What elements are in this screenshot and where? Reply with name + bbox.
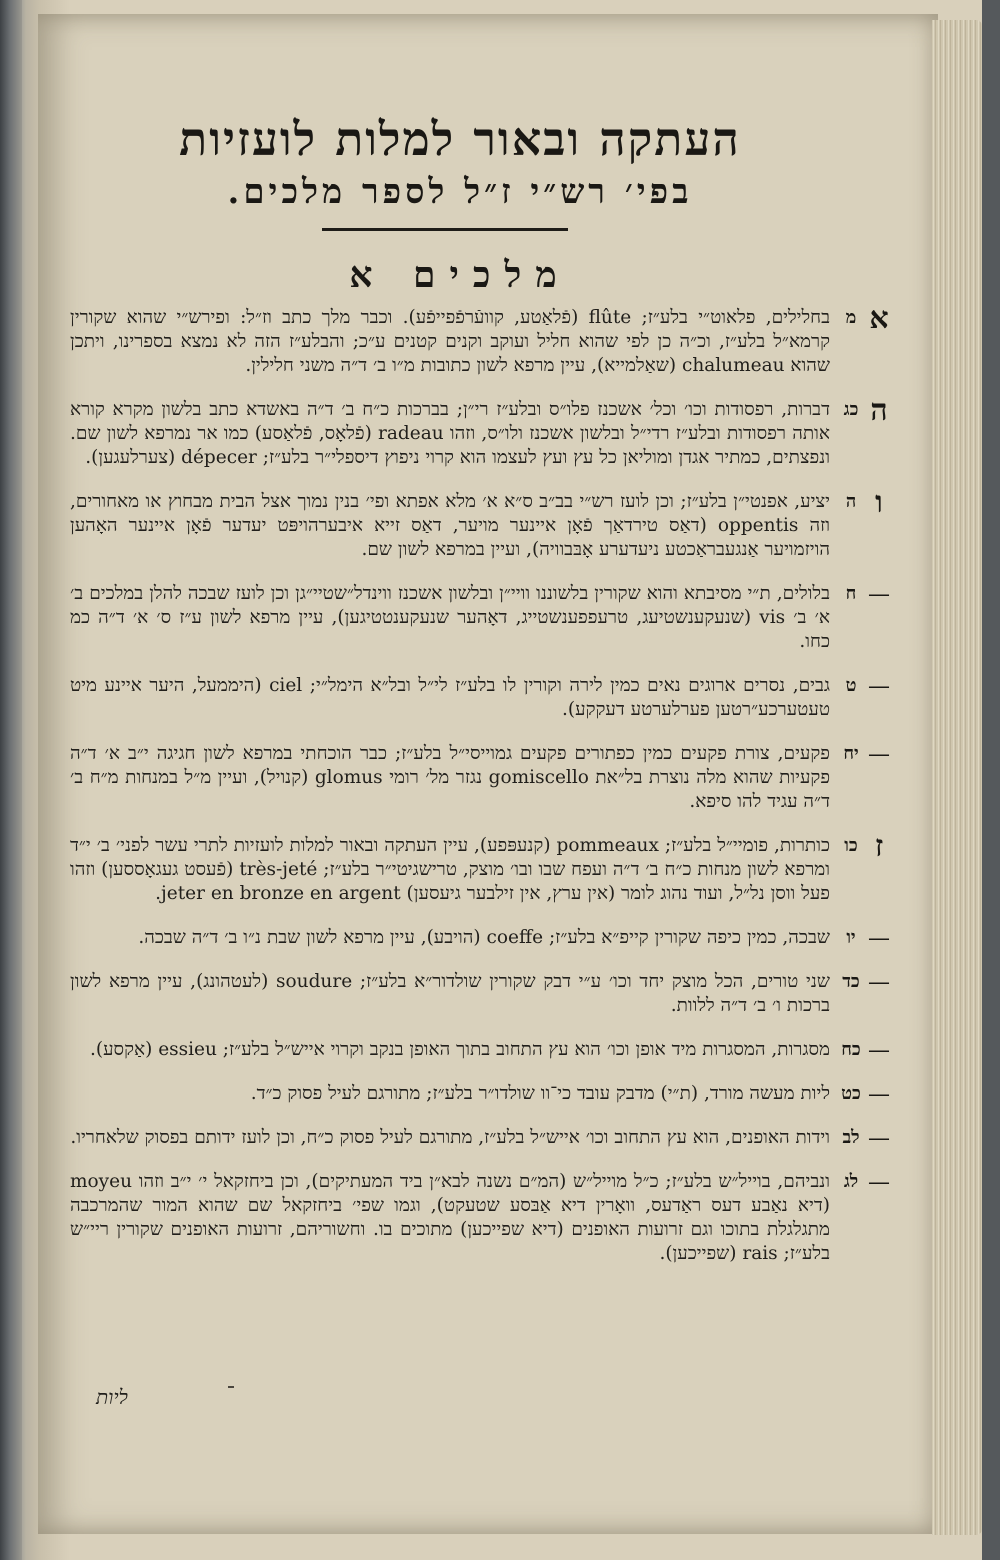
verse-number: ה bbox=[845, 491, 857, 512]
book-binding bbox=[0, 0, 22, 1560]
page-mark bbox=[228, 1386, 234, 1388]
glossary-entry bbox=[70, 674, 890, 722]
entry-text: יציע, אפנטי״ן בלע״ז; וכן לועז רש״י בב״ב ס״א א׳ מלא אפתא ופי׳ בנין נמוך אצל הבית מבחוץ או מאחורים, וזה oppentis (דאַס טירדאַך פֿאָן איינער מויער, דאַס זייא איבערהויפּט יעדער פֿאָן איינער האָהען הויזמויער אַנגעבראַכטע ניעדערע אָבּבוויה), ועיין במרפא לשון שם. bbox=[70, 491, 830, 560]
title-divider bbox=[322, 228, 568, 231]
glossary-entry bbox=[70, 926, 890, 951]
chapter-number: — bbox=[868, 582, 890, 607]
catchword: ליות bbox=[96, 1385, 128, 1409]
glossary-entry bbox=[70, 582, 890, 654]
verse-number: לג bbox=[843, 1171, 859, 1192]
glossary-entry bbox=[70, 485, 883, 562]
glossary-entry bbox=[70, 1170, 890, 1266]
entry-text: ליות מעשה מורד, (ת״י) מדבק עובד כי־וו שולדו״ר בלע״ז; מתורגם לעיל פסוק כ״ד. bbox=[250, 1083, 830, 1104]
chapter-number: — bbox=[868, 1170, 890, 1195]
chapter-number: ה bbox=[870, 393, 888, 428]
glossary-entry bbox=[70, 970, 890, 1018]
verse-number: כד bbox=[842, 971, 860, 992]
glossary-entry bbox=[70, 1038, 890, 1063]
verse-number: מ bbox=[845, 307, 857, 328]
chapter-number: — bbox=[868, 674, 890, 699]
page-title: העתקה ובאור למלות לועזיות bbox=[179, 112, 741, 166]
page-edges bbox=[932, 20, 982, 1535]
chapter-number: ו bbox=[875, 485, 883, 520]
glossary-entry bbox=[70, 1082, 890, 1107]
entry-text: וידות האופנים, הוא עץ התחוב וכו׳ אייש״ל בלע״ז, מתורגם לעיל פסוק כ״ח, וכן לועז ידותם בפסוק שלאחריו. bbox=[70, 1127, 830, 1148]
verse-number: ט bbox=[845, 675, 857, 696]
entry-text: כותרות, פומיי״ל בלע״ז; pommeaux (קנעפּפע), עיין העתקה ובאור למלות לועזיות לתרי עשר לפני׳ ב׳ י״ד ומרפא לשון מנחות כ״ח ב׳ ד״ה ועפח שבו ובו׳ מוצק, טרישגיטי״ר בלע״ז; très-jeté (פֿעסט געגאָססען) וזהו פעל ווסן נל״ל, ועוד נהוג לומר (אין ערץ, אין זילבער גיעסען) jeter en bronze en argent. bbox=[70, 835, 830, 904]
chapter-number: ז bbox=[874, 829, 884, 864]
glossary-entry bbox=[70, 742, 890, 814]
verse-number: כט bbox=[841, 1083, 861, 1104]
chapter-number: — bbox=[868, 742, 890, 767]
entry-text: שני טורים, הכל מוצק יחד וכו׳ ע״י דבק שקורין שולדור״א בלע״ז; soudure (לעטהונג), עיין מרפא לשון ברכות ו׳ ב׳ ד״ה ללוות. bbox=[70, 971, 830, 1016]
verse-number: לב bbox=[842, 1127, 860, 1148]
book-heading: מלכים א bbox=[349, 254, 571, 296]
glossary-entry bbox=[70, 393, 888, 470]
page-subtitle: בפי׳ רש״י ז״ל לספר מלכים. bbox=[227, 172, 693, 212]
entry-text: בלולים, ת״י מסיבתא והוא שקורין בלשוננו וויי״ן ובלשון אשכנז ווינדל״שטיי״גן וכן לועז שבכה להלן במלכים ב׳ א׳ ב׳ vis (שנעקענשטיעג, טרעפפענשטייג, דאָהער שנעקענטטיגען), עיין מרפא לשון ע״ז ס׳ א׳ ד״ה כמ כחו. bbox=[70, 583, 830, 652]
entry-text: דברות, רפסודות וכו׳ וכל׳ אשכנז פלו״ס ובלע״ז רי״ן; בברכות כ״ח ב׳ ד״ה באשדא כתב בלשון מקרא קורא אותה רפסודות ובלע״ז רדי״ל ובלשון אשכנז ולו״ס, וזהו radeau (פֿלאָס, פֿלאַסע) כמו אר נמרפא לשון שם. ונפצתים, כמתיר אגדן ומוליאן כל עץ ועץ לעצמו הוא קרוי ניפוץ דיספלי״ר בלע״ז; dépecer (צערלעגען). bbox=[70, 399, 830, 468]
entry-text: גבים, נסרים ארוגים נאים כמין לירה וקורין לו בלע״ז לי״ל ובל״א הימל״י; ciel (היממעל, היער איינע מיט טעטערכע״רטען פערלערטע דעקקע). bbox=[70, 675, 831, 720]
chapter-number: — bbox=[868, 1038, 890, 1063]
verse-number: יו bbox=[846, 927, 856, 948]
verse-number: כו bbox=[844, 835, 858, 856]
entry-text: בחלילים, פלאוט״י בלע״ז; flûte (פֿלאַטע, קוועֿרפֿפייפֿע). וכבר מלך כתב וז״ל: ופירש״י שהוא שקורין קרמא״ל בלע״ז, וכ״ה כן לפי שהוא חליל ועוקב וקנים קטנים ע״כ; והבלע״ז הזה לא נמצא בספרינו, ויתכן שהוא chalumeau (שאַלמייא), עיין מרפא לשון כתובות מ״ו ב׳ ד״ה משני חלילין. bbox=[70, 307, 830, 376]
glossary-entries bbox=[70, 301, 890, 1286]
entry-text: ונביהם, בוייל״ש בלע״ז; כ״ל מוייל״ש (המ״ם נשנה לבא״ן ביד המעתיקים), וכן ביחזקאל י׳ י״ב וזהו moyeu (דיא נאַבע דעס ראַדעס, וואָרין דיא אַבּסע שטעקט), וגמו שפי׳ ביחזקאל שם שהוא המור שהמרכבה מתגלגלת בתוכו וגם זרועות האופנים (דיא שפייכען) מתוכים בו. וחשוריהם, זרועות האופנים שקורין ריי״ש בלע״ז; rais (שפייכען). bbox=[70, 1171, 830, 1264]
verse-number: יח bbox=[843, 743, 859, 764]
chapter-number: — bbox=[868, 1082, 890, 1107]
entry-text: פקעים, צורת פקעים כמין כפתורים פקעים גמוייסי״ל בלע״ז; כבר הוכחתי במרפא לשון חגיגה י״ב א׳ ד״ה פקעיות שהוא מלה נוצרת בל״את gomiscello נגזר מל׳ רומי glomus (קנויל), ועיין מ״ל במנחות מ״ח ב׳ ד״ה עגיד להו סיפא. bbox=[70, 743, 831, 812]
entry-text: שבכה, כמין כיפה שקורין קייפ״א בלע״ז; coeffe (הויבע), עיין מרפא לשון שבת נ״ו ב׳ ד״ה שבכה. bbox=[138, 927, 830, 948]
chapter-number: — bbox=[868, 926, 890, 951]
glossary-entry bbox=[70, 829, 884, 906]
glossary-entry bbox=[70, 1126, 890, 1151]
chapter-number: א bbox=[869, 301, 889, 336]
chapter-number: — bbox=[868, 970, 890, 995]
background-right bbox=[982, 0, 1000, 1560]
entry-text: מסגרות, המסגרות מיד אופן וכו׳ הוא עץ התחוב בתוך האופן בנקב וקרוי אייש״ל בלע״ז; essieu (אַקסע). bbox=[89, 1039, 830, 1060]
chapter-number: — bbox=[868, 1126, 890, 1151]
verse-number: כח bbox=[841, 1039, 861, 1060]
verse-number: כג bbox=[843, 399, 859, 420]
verse-number: ח bbox=[845, 583, 857, 604]
glossary-entry bbox=[70, 301, 889, 378]
